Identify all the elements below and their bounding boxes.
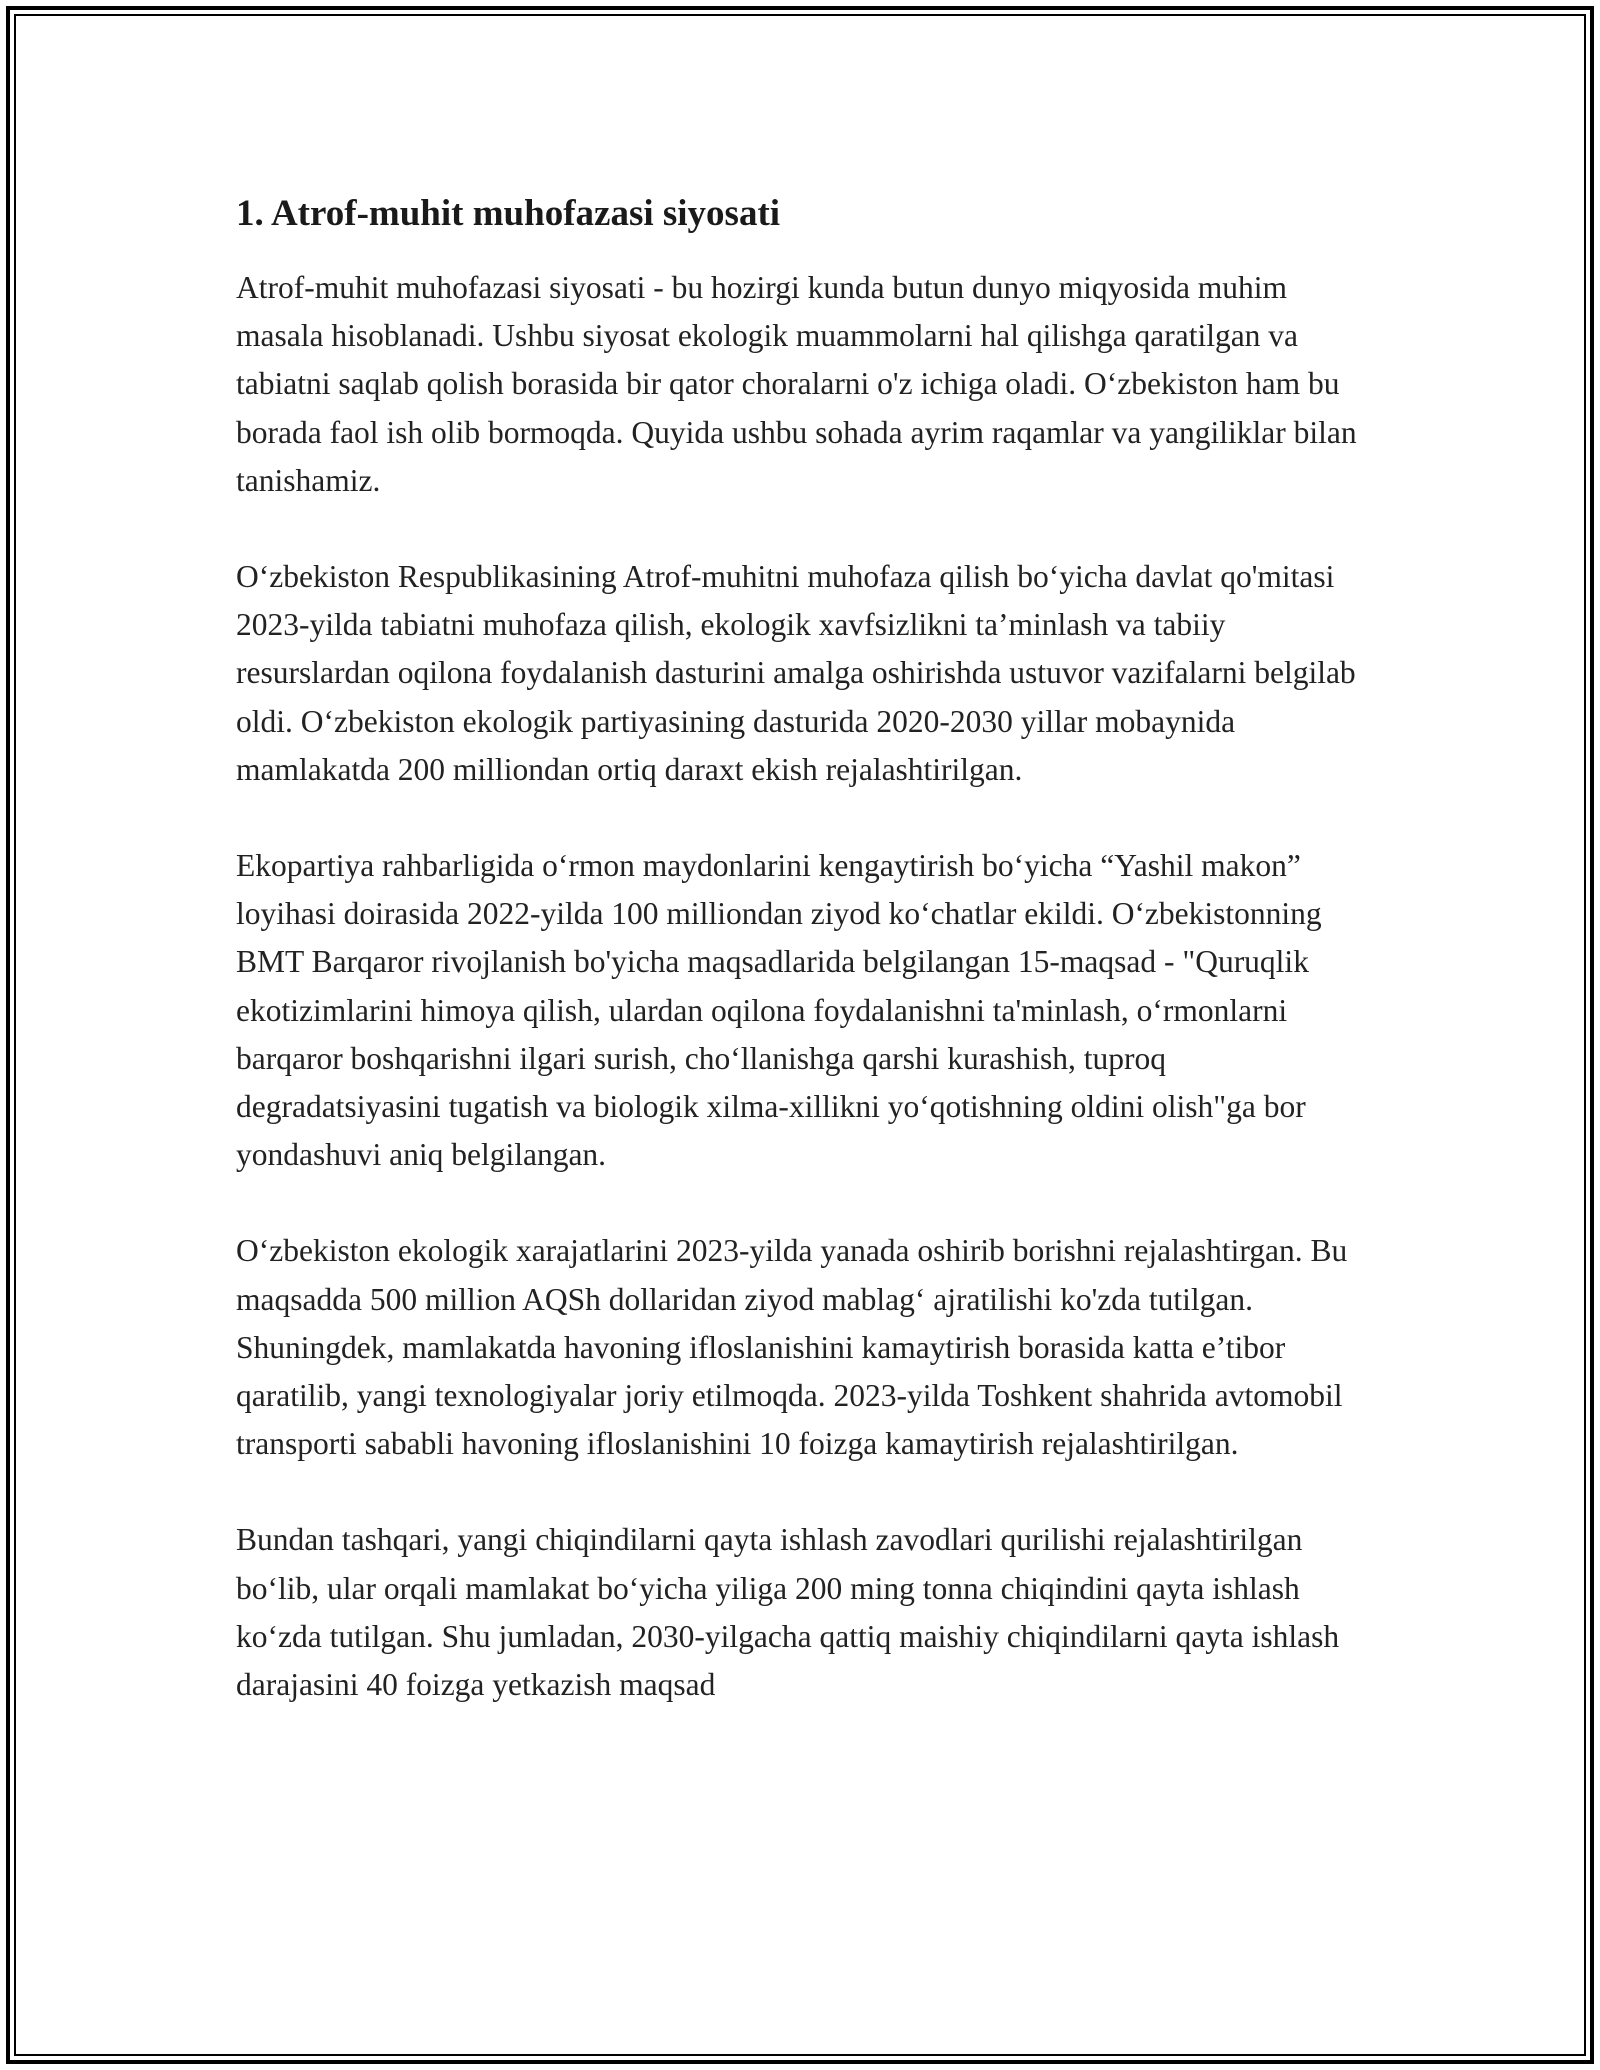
paragraph-ecological-expenses: O‘zbekiston ekologik xarajatlarini 2023-yilda yanada oshirib borishni rejalashtirgan. Bu maqsadda 500 million AQSh dollaridan ziyod mablag‘ ajratilishi ko'zda tutilgan. Shuningdek, mamlakatda havoning ifloslanishini kamaytirish borasida katta e’tibor qaratilib, yangi texnologiyalar joriy etilmoqda. 2023-yilda Toshkent shahrida avtomobil transporti sababli havoning ifloslanishini 10 foizga kamaytirish rejalashtirilgan. [236, 1233, 1348, 1462]
paragraph-waste-recycling: Bundan tashqari, yangi chiqindilarni qayta ishlash zavodlari qurilishi rejalashtirilgan bo‘lib, ular orqali mamlakat bo‘yicha yiliga 200 ming tonna chiqindini qayta ishlash ko‘zda tutilgan. Shu jumladan, 2030-yilgacha qattiq maishiy chiqindilarni qayta ishlash darajasini 40 foizga yetkazish maqsad [236, 1522, 1340, 1703]
document-body [236, 188, 1366, 1757]
section-heading: 1. Atrof-muhit muhofazasi siyosati [236, 193, 781, 234]
paragraph-intro: Atrof-muhit muhofazasi siyosati - bu hozirgi kunda butun dunyo miqyosida muhim masala hisoblanadi. Ushbu siyosat ekologik muammolarni hal qilishga qaratilgan va tabiatni saqlab qolish borasida bir qator choralarni o'z ichiga oladi. O‘zbekiston ham bu borada faol ish olib bormoqda. Quyida ushbu sohada ayrim raqamlar va yangiliklar bilan tanishamiz. [236, 270, 1357, 498]
paragraph-state-committee: O‘zbekiston Respublikasining Atrof-muhitni muhofaza qilish bo‘yicha davlat qo'mitasi 2023-yilda tabiatni muhofaza qilish, ekologik xavfsizlikni ta’minlash va tabiiy resurslardan oqilona foydalanish dasturini amalga oshirishda ustuvor vazifalarni belgilab oldi. O‘zbekiston ekologik partiyasining dasturida 2020-2030 yillar mobaynida mamlakatda 200 milliondan ortiq daraxt ekish rejalashtirilgan. [236, 559, 1356, 787]
paragraph-yashil-makon: Ekopartiya rahbarligida o‘rmon maydonlarini kengaytirish bo‘yicha “Yashil makon” loyihasi doirasida 2022-yilda 100 milliondan ziyod ko‘chatlar ekildi. O‘zbekistonning BMT Barqaror rivojlanish bo'yicha maqsadlarida belgilangan 15-maqsad - "Quruqlik ekotizimlarini himoya qilish, ulardan oqilona foydalanishni ta'minlash, o‘rmonlarni barqaror boshqarishni ilgari surish, cho‘llanishga qarshi kurashish, tuproq degradatsiyasini tugatish va biologik xilma-xillikni yo‘qotishning oldini olish"ga bor yondashuvi aniq belgilangan. [236, 848, 1322, 1173]
